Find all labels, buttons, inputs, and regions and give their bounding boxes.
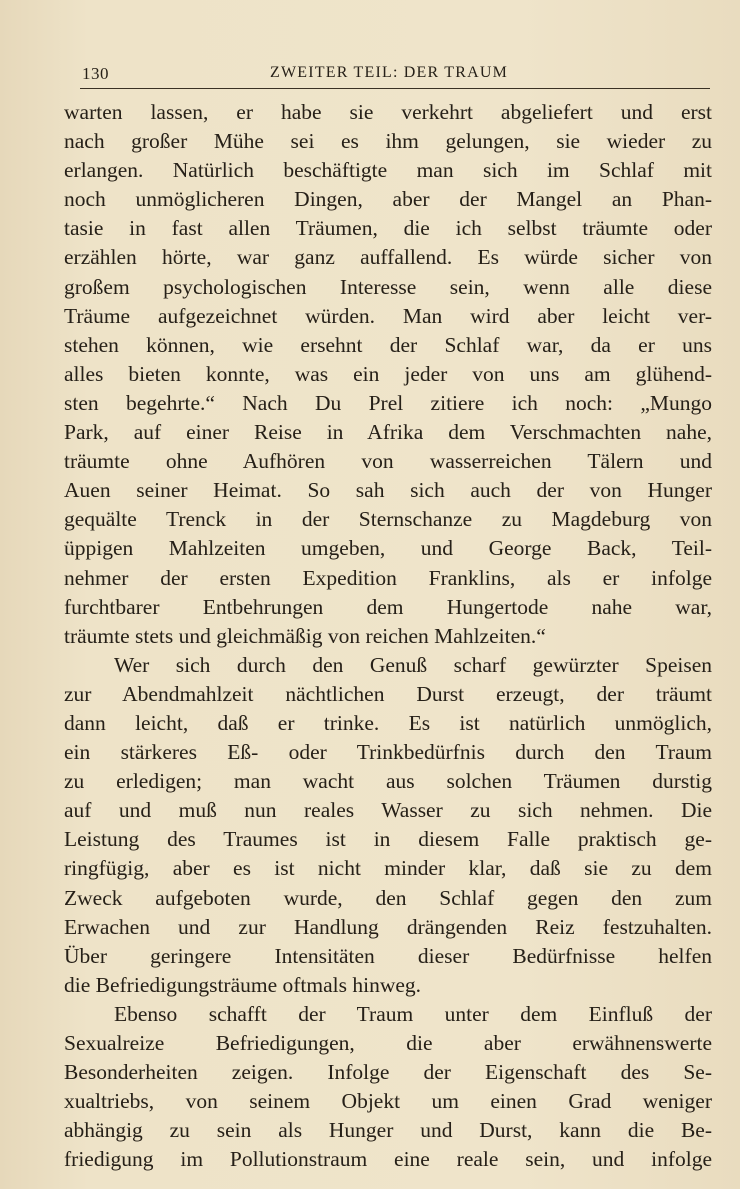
text-line: großem psychologischen Interesse sein, wenn alle diese [64,274,712,299]
text-line: friedigung im Pollutionstraum eine reale sein, und infolge [64,1147,712,1172]
text-line: ringfügig, aber es ist nicht minder klar, daß sie zu dem [64,856,712,881]
text-line: erzählen hörte, war ganz auffallend. Es würde sicher von [64,245,712,270]
text-line: Leistung des Traumes ist in diesem Falle praktisch ge- [64,827,712,852]
text-line: Sexualreize Befriedigungen, die aber erwähnenswerte [64,1031,712,1055]
text-line: Zweck aufgeboten wurde, den Schlaf gegen den zum [64,885,712,910]
text-line: Besonderheiten zeigen. Infolge der Eigenschaft des Se- [64,1060,712,1085]
page-number: 130 [82,64,109,83]
text-line: xualtriebs, von seinem Objekt um einen Grad weniger [64,1089,712,1114]
text-line: warten lassen, er habe sie verkehrt abgeliefert und erst [64,100,712,124]
text-line: Wer sich durch den Genuß scharf gewürzter Speisen [114,652,712,677]
text-line: Auen seiner Heimat. So sah sich auch der von Hunger [64,478,712,503]
text-line: gequälte Trenck in der Sternschanze zu Magdeburg von [64,507,712,532]
text-line: abhängig zu sein als Hunger und Durst, kann die Be- [64,1118,712,1143]
text-line: zur Abendmahlzeit nächtlichen Durst erzeugt, der träumt [64,681,712,706]
text-line: üppigen Mahlzeiten umgeben, und George Back, Teil- [64,536,712,561]
text-line: Erwachen und zur Handlung drängenden Reiz festzuhalten. [64,914,712,939]
text-line: stehen können, wie ersehnt der Schlaf war, da er uns [64,332,712,357]
text-line: nach großer Mühe sei es ihm gelungen, sie wieder zu [64,129,712,154]
text-line: sten begehrte.“ Nach Du Prel zitiere ich noch: „Mungo [64,390,712,415]
text-line: Park, auf einer Reise in Afrika dem Verschmachten nahe, [64,420,712,445]
text-line: noch unmöglicheren Dingen, aber der Mangel an Phan- [64,187,712,212]
text-line: Träume aufgezeichnet würden. Man wird aber leicht ver- [64,303,712,328]
text-line: alles bieten konnte, was ein jeder von uns am glühend- [64,361,712,386]
text-line: erlangen. Natürlich beschäftigte man sich im Schlaf mit [64,158,712,183]
text-line: dann leicht, daß er trinke. Es ist natürlich unmöglich, [64,710,712,735]
text-line: träumte ohne Aufhören von wasserreichen Tälern und [64,449,712,474]
text-line: tasie in fast allen Träumen, die ich selbst träumte oder [64,216,712,241]
text-line: auf und muß nun reales Wasser zu sich nehmen. Die [64,798,712,823]
text-line: die Befriedigungsträume oftmals hinweg. [64,972,422,997]
text-line: ein stärkeres Eß- oder Trinkbedürfnis durch den Traum [64,740,712,765]
page-header [80,62,710,89]
text-line: träumte stets und gleichmäßig von reichen Mahlzeiten.“ [64,623,546,648]
text-line: zu erledigen; man wacht aus solchen Träumen durstig [64,769,712,794]
text-line: furchtbarer Entbehrungen dem Hungertode nahe war, [64,594,712,619]
running-head: ZWEITER TEIL: DER TRAUM [270,64,509,81]
text-line: Ebenso schafft der Traum unter dem Einfluß der [114,1001,712,1026]
text-line: Über geringere Intensitäten dieser Bedürfnisse helfen [64,943,712,968]
text-line: nehmer der ersten Expedition Franklins, als er infolge [64,565,712,590]
body-text [64,98,712,1174]
